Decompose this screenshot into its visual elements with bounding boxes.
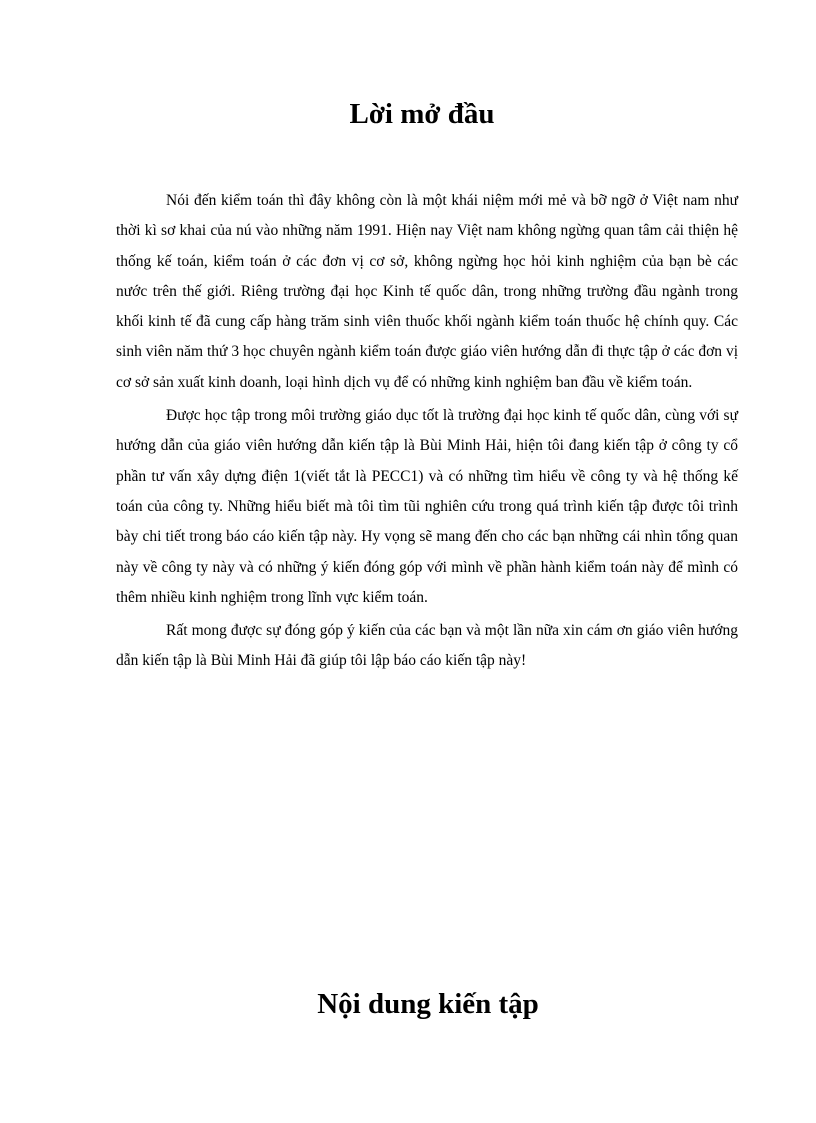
intro-title: Lời mở đầu (349, 98, 495, 130)
intro-body (116, 186, 738, 680)
paragraph-2: Được học tập trong môi trường giáo dục tốt là trường đại học kinh tế quốc dân, cùng với sự hướng dẫn của giáo viên hướng dẫn kiến tập là Bùi Minh Hải, hiện tôi đang kiến tập ở công ty cổ phần tư vấn xây dựng điện 1(viết tắt là PECC1) và có những tìm hiểu về công ty và hệ thống kế toán của công ty. Những hiểu biết mà tôi tìm tũi nghiên cứu trong quá trình kiến tập được tôi trình bày chi tiết trong báo cáo kiến tập này. Hy vọng sẽ mang đến cho các bạn những cái nhìn tổng quan này về công ty này và có những ý kiến đóng góp với mình về phần hành kiểm toán này để mình có thêm nhiều kinh nghiệm trong lĩnh vực kiểm toán. (116, 407, 738, 606)
content-title: Nội dung kiến tập (317, 988, 539, 1020)
paragraph-1: Nói đến kiểm toán thì đây không còn là một khái niệm mới mẻ và bỡ ngỡ ở Việt nam như thời kì sơ khai của nú vào những năm 1991. Hiện nay Việt nam không ngừng quan tâm cải thiện hệ thống kế toán, kiểm toán ở các đơn vị cơ sở, không ngừng học hỏi kinh nghiệm của bạn bè các nước trên thế giới. Riêng trường đại học Kinh tế quốc dân, trong những trường đầu ngành trong khối kinh tế đã cung cấp hàng trăm sinh viên thuốc khối ngành kiểm toán thuốc hệ chính quy. Các sinh viên năm thứ 3 học chuyên ngành kiểm toán được giáo viên hướng dẫn đi thực tập ở các đơn vị cơ sở sản xuất kinh doanh, loại hình dịch vụ để có những kinh nghiệm ban đầu về kiểm toán. (116, 192, 738, 391)
paragraph-3: Rất mong được sự đóng góp ý kiến của các bạn và một lần nữa xin cám ơn giáo viên hướng dẫn kiến tập là Bùi Minh Hải đã giúp tôi lập báo cáo kiến tập này! (116, 622, 738, 670)
